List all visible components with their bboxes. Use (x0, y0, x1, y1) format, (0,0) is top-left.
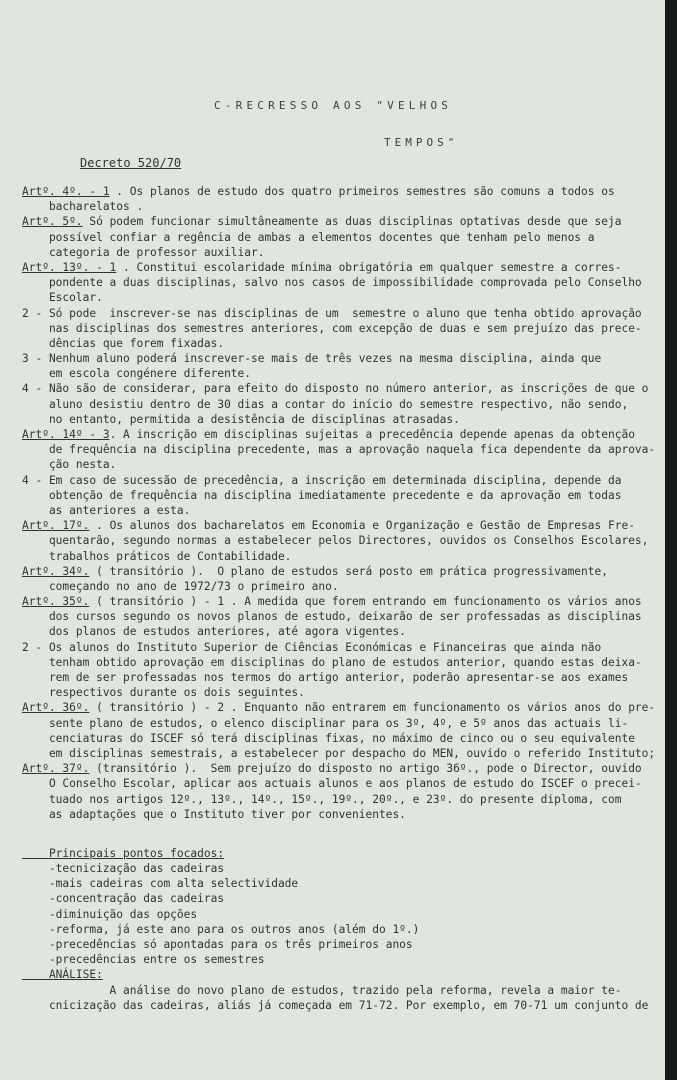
article-line (22, 306, 662, 321)
article-text: 2 - Os alunos do Instituto Superior de Ciências Económicas e Financeiras que ainda não (22, 640, 602, 654)
article-line (22, 275, 662, 290)
article-line (22, 807, 662, 822)
article-line (22, 381, 662, 396)
article-line (22, 518, 662, 533)
article-text: ção nesta. (22, 458, 117, 472)
article-block (22, 518, 662, 564)
article-text: trabalhos práticos de Contabilidade. (22, 549, 292, 563)
article-line (22, 685, 662, 700)
article-text: de frequência na disciplina precedente, mas a aprovação naquela fica dependente da aprova- (22, 443, 656, 457)
article-text: dências que forem fixadas. (22, 336, 225, 350)
article-line (22, 609, 662, 624)
article-text: respectivos durante os dois seguintes. (22, 686, 305, 700)
article-text: em disciplinas semestrais, a estabelecer por despacho do MEN, ouvido o referido Instituto; (22, 746, 656, 760)
focus-point-item: -precedências entre os semestres (22, 953, 265, 967)
page-edge-shadow (665, 0, 677, 1080)
article-text: ( transitório ) - 2 . Enquanto não entrarem em funcionamento os vários anos do pre- (89, 701, 656, 715)
article-ref: Artº. 37º. (22, 762, 90, 776)
focus-point-item: -reforma, já este ano para os outros anos (além do 1º.) (22, 922, 420, 936)
spacer (22, 834, 662, 846)
article-text: 4 - Não são de considerar, para efeito do disposto no número anterior, as inscrições de que o (22, 382, 649, 396)
article-text: no entanto, permitida a desistência de disciplinas atrasadas. (22, 412, 460, 426)
article-line (22, 716, 662, 731)
article-line (22, 488, 662, 503)
focus-point-item: -concentração das cadeiras (22, 892, 225, 906)
article-line (22, 427, 662, 442)
article-block (22, 564, 662, 594)
article-text: pondente a duas disciplinas, salvo nos casos de impossibilidade comprovada pelo Conselho (22, 276, 642, 290)
article-text: tenham obtido aprovação em disciplinas do plano de estudos anterior, quando estas deixa- (22, 655, 642, 669)
article-text: rem de ser professadas nos termos do artigo anterior, poderão apresentar-se aos exames (22, 671, 629, 684)
article-line (22, 290, 662, 305)
article-text: nas disciplinas dos semestres anteriores, com excepção de duas e sem prejuízo das prece- (22, 321, 642, 335)
article-line (22, 397, 662, 412)
article-line (22, 214, 662, 229)
article-line (22, 731, 662, 746)
article-line (22, 366, 662, 381)
article-text: começando no ano de 1972/73 o primeiro ano. (22, 579, 339, 593)
article-ref: Artº. 34º. (22, 564, 90, 578)
article-text: 4 - Em caso de sucessão de precedência, a inscrição em determinada disciplina, depende da (22, 473, 622, 487)
article-ref: Artº. 13º. - 1 (22, 260, 117, 274)
article-line (22, 761, 662, 776)
article-block (22, 427, 662, 473)
article-line (22, 336, 662, 351)
heading-line-2: TEMPOS" (384, 136, 459, 149)
focus-point-item: -precedências só apontadas para os três primeiros anos (22, 938, 413, 951)
article-block (22, 184, 662, 214)
article-block (22, 381, 662, 427)
article-block (22, 214, 662, 260)
article-line (22, 594, 662, 609)
article-line (22, 564, 662, 579)
article-text: dos cursos segundo os novos planos de estudo, deixarão de ser professadas as disciplinas (22, 610, 642, 624)
article-text: as adaptações que o Instituto tiver por convenientes. (22, 807, 406, 821)
article-text: O Conselho Escolar, aplicar aos actuais alunos e aos planos de estudo do ISCEF o precei- (22, 777, 642, 791)
article-ref: Artº. 36º. (22, 701, 90, 715)
article-text: 3 - Nenhum aluno poderá inscrever-se mais de três vezes na mesma disciplina, ainda que (22, 352, 602, 366)
article-line (22, 579, 662, 594)
article-text: aluno desistiu dentro de 30 dias a contar do início do semestre respectivo, não sendo, (22, 397, 629, 411)
article-ref: Artº. 35º. (22, 595, 90, 609)
article-block (22, 594, 662, 640)
article-text: quentarão, segundo normas a estabelecer pelos Directores, ouvidos os Conselhos Escolares, (22, 534, 649, 548)
article-text: categoria de professor auxiliar. (22, 245, 265, 259)
spacer (22, 822, 662, 834)
analysis-line: A análise do novo plano de estudos, trazido pela reforma, revela a maior te- (22, 983, 622, 997)
article-text: Escolar. (22, 291, 103, 305)
article-line (22, 776, 662, 791)
article-line (22, 746, 662, 761)
article-text: . A inscrição em disciplinas sujeitas a precedência depende apenas da obtenção (109, 428, 635, 441)
article-line (22, 533, 662, 548)
heading-line-1: C-RECRESSO AOS "VELHOS (214, 99, 453, 112)
article-block (22, 761, 662, 822)
article-text: 2 - Só pode inscrever-se nas disciplinas de um semestre o aluno que tenha obtido aprovação (22, 306, 642, 320)
focus-points-title-text: Principais pontos focados: (22, 846, 225, 860)
decree-title: Decreto 520/70 (80, 156, 182, 170)
article-line (22, 457, 662, 472)
article-text: . Constitui escolaridade mínima obrigatória em qualquer semestre a corres- (116, 260, 622, 274)
article-line (22, 640, 662, 655)
document-body (22, 184, 662, 1013)
article-text: sente plano de estudos, o elenco disciplinar para os 3º, 4º, e 5º anos das actuais li- (22, 716, 629, 730)
article-block (22, 351, 662, 381)
article-block (22, 306, 662, 352)
article-line (22, 412, 662, 427)
article-block (22, 640, 662, 701)
article-line (22, 549, 662, 564)
analysis-line: cnicização das cadeiras, aliás já começada em 71-72. Por exemplo, em 70-71 um conjunto de (22, 998, 649, 1012)
article-text: (transitório ). Sem prejuízo do disposto no artigo 36º., pode o Director, ouvido (89, 762, 642, 776)
article-line (22, 230, 662, 245)
article-line (22, 260, 662, 275)
article-line (22, 655, 662, 670)
article-line (22, 700, 662, 715)
article-text: em escola congénere diferente. (22, 367, 252, 381)
article-block (22, 260, 662, 306)
article-line (22, 442, 662, 457)
article-text: . Os alunos dos bacharelatos em Economia e Organização e Gestão de Empresas Fre- (89, 519, 635, 533)
article-text: obtenção de frequência na disciplina imediatamente precedente e da aprovação em todas (22, 488, 622, 502)
article-text: cenciaturas do ISCEF só terá disciplinas fixas, no máximo de cinco ou o seu equivalente (22, 731, 635, 745)
focus-point-item: -diminuição das opções (22, 907, 198, 921)
article-text: bacharelatos . (22, 200, 144, 214)
article-line (22, 503, 662, 518)
article-line (22, 624, 662, 639)
article-line (22, 199, 662, 214)
article-text: . Os planos de estudo dos quatro primeiros semestres são comuns a todos os (109, 185, 615, 198)
article-ref: Artº. 4º. - 1 (22, 185, 110, 198)
article-line (22, 473, 662, 488)
article-text: ( transitório ) - 1 . A medida que forem entrando em funcionamento os vários anos (89, 595, 642, 609)
focus-point-item: -mais cadeiras com alta selectividade (22, 877, 299, 891)
article-line (22, 245, 662, 260)
article-line (22, 351, 662, 366)
article-ref: Artº. 14º - 3 (22, 428, 110, 441)
article-text: dos planos de estudos anteriores, até agora vigentes. (22, 625, 406, 639)
article-text: Só podem funcionar simultâneamente as duas disciplinas optativas desde que seja (82, 215, 622, 229)
article-line (22, 184, 662, 199)
article-text: as anteriores a esta. (22, 503, 191, 517)
article-text: ( transitório ). O plano de estudos será posto em prática progressivamente, (89, 564, 608, 578)
focus-points-title (22, 846, 662, 861)
article-line (22, 321, 662, 336)
article-ref: Artº. 5º. (22, 215, 83, 229)
article-text: possível confiar a regência de ambas a elementos docentes que tenham pelo menos a (22, 230, 595, 244)
focus-point-item: -tecnicização das cadeiras (22, 862, 225, 876)
article-block (22, 700, 662, 761)
article-ref: Artº. 17º. (22, 519, 90, 533)
article-line (22, 792, 662, 807)
analysis-title (22, 967, 662, 982)
article-line (22, 670, 662, 685)
analysis-title-text: ANÁLISE: (22, 968, 103, 982)
article-text: tuado nos artigos 12º., 13º., 14º., 15º., 19º., 20º., e 23º. do presente diploma, com (22, 792, 622, 806)
article-block (22, 473, 662, 519)
